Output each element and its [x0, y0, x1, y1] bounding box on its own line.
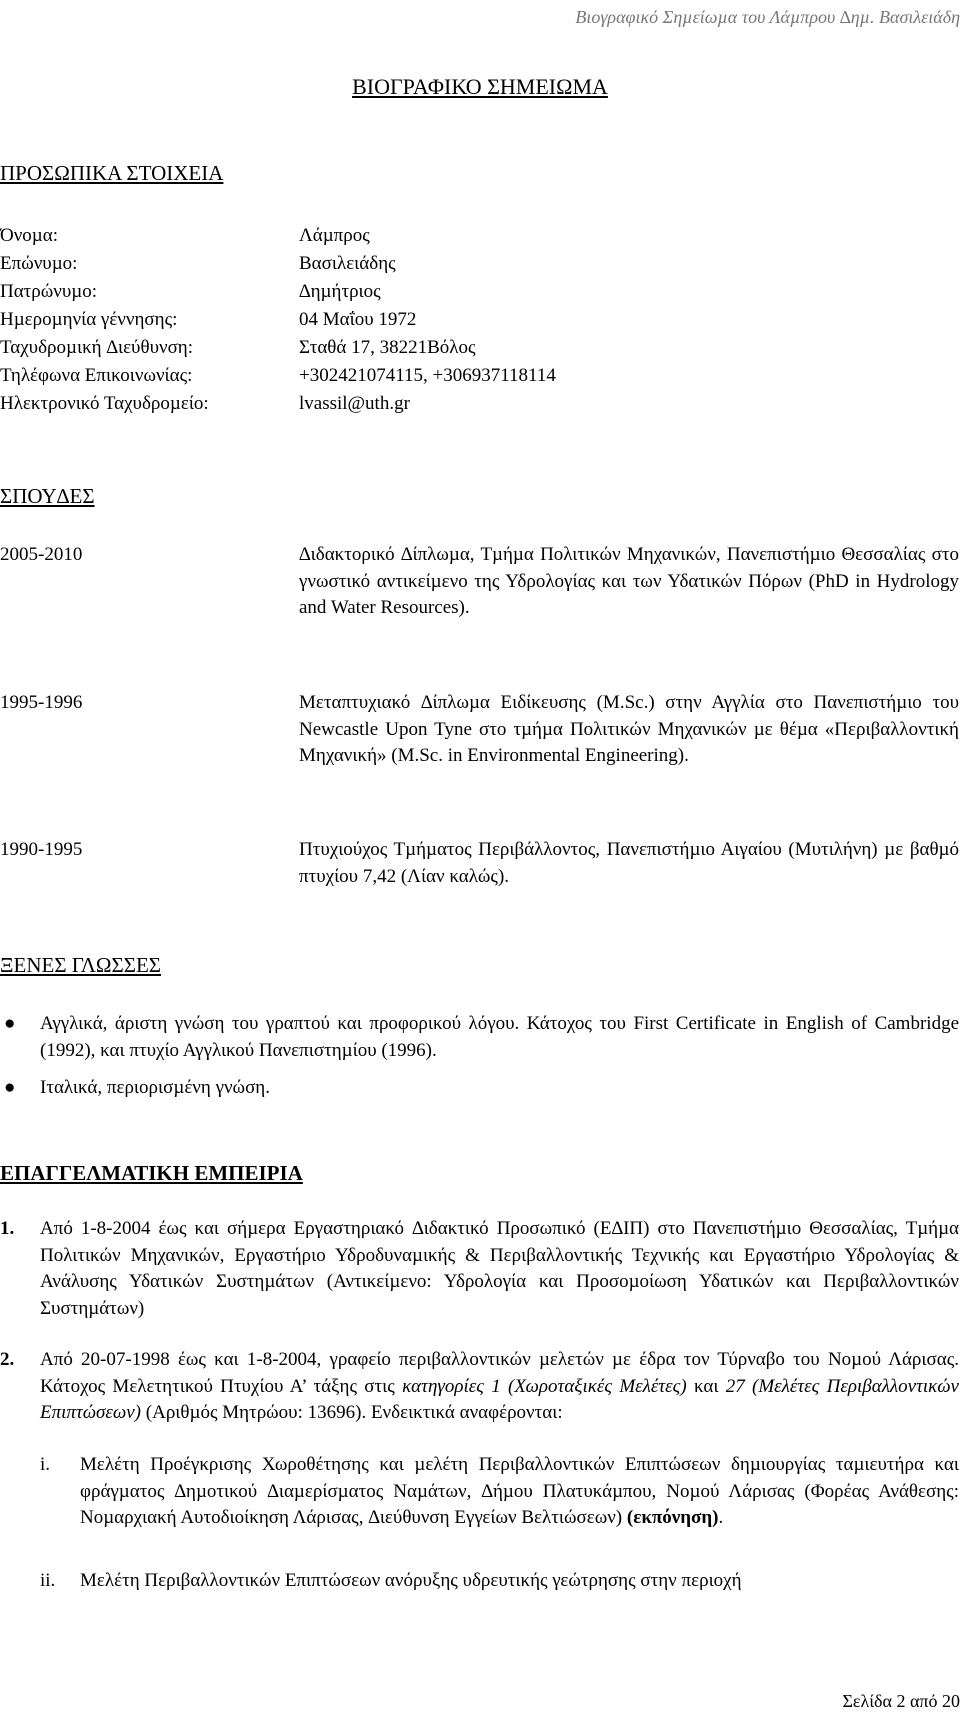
language-text: Ιταλικά, περιορισµένη γνώση. [40, 1077, 270, 1098]
experience-italic-part: 27 (Μελέτες Περιβαλλοντικών Επιπτώσεων) [40, 1375, 959, 1423]
info-label: Επώνυµο: [0, 253, 78, 274]
info-label: Πατρώνυµο: [0, 281, 98, 302]
info-label: Ηλεκτρονικό Ταχυδροµείο: [0, 393, 209, 414]
experience-text-part: και [686, 1375, 726, 1397]
study-years: 2005-2010 [0, 544, 83, 565]
info-label: Ταχυδροµική ∆ιεύθυνση: [0, 337, 194, 358]
subitem-text-part: Μελέτη Προέγκρισης Χωροθέτησης και µελέτη Περιβαλλοντικών Επιπτώσεων δηµιουργίας ταµιευτήρα και φράγµατος ∆ηµοτικού ∆ιαµερίσµατος Ναµάτων, ∆ήµου Πλατυκάµπου, Νοµού Λάρισας (Φορέας Ανάθεσης: Νοµαρχιακή Αυτοδιοίκηση Λάρισας, ∆ιεύθυνση Εγγείων Βελτιώσεων) [80, 1454, 959, 1528]
info-row-father-name [0, 279, 960, 306]
experience-number: 2. [0, 1349, 15, 1370]
study-description: Μεταπτυχιακό ∆ίπλωµα Ειδίκευσης (M.Sc.) στην Αγγλία στο Πανεπιστήµιο του Newcastle Upon Tyne στο τµήµα Πολιτικών Μηχανικών µε θέµα «Περιβαλλοντική Μηχανική» (M.Sc. in Environmental Engineering). [299, 692, 959, 766]
studies-heading: ΣΠΟΥ∆ΕΣ [0, 484, 95, 508]
info-value: Βασιλειάδης [299, 253, 396, 274]
email-link[interactable]: lvassil@uth.gr [299, 393, 410, 414]
info-label: Ηµεροµηνία γέννησης: [0, 309, 178, 330]
info-label: Τηλέφωνα Επικοινωνίας: [0, 365, 193, 386]
experience-heading: ΕΠΑΓΓΕΛΜΑΤΙΚΗ ΕΜΠΕΙΡΙΑ [0, 1161, 303, 1185]
languages-heading: ΞΕΝΕΣ ΓΛΩΣΣΕΣ [0, 953, 162, 977]
language-text: Αγγλικά, άριστη γνώση του γραπτού και προφορικού λόγου. Κάτοχος του First Certificate in English of Cambridge (1992), και πτυχίο Αγγλικού Πανεπιστηµίου (1996). [40, 1013, 959, 1061]
page-number: Σελίδα 2 από 20 [842, 1691, 960, 1711]
bullet-icon: ● [4, 1077, 16, 1098]
subitem-text-part: Μελέτη Περιβαλλοντικών Επιπτώσεων ανόρυξης υδρευτικής γεώτρησης στην περιοχή [80, 1570, 742, 1591]
study-description: Πτυχιούχος Τµήµατος Περιβάλλοντος, Πανεπιστήµιο Αιγαίου (Μυτιλήνη) µε βαθµό πτυχίου 7,42 (Λίαν καλώς). [299, 839, 959, 887]
bullet-icon: ● [4, 1013, 16, 1034]
info-row-address [0, 335, 960, 362]
info-value: Σταθά 17, 38221Βόλος [299, 337, 476, 358]
info-row-phones [0, 363, 960, 390]
info-value: 04 Μαΐου 1972 [299, 309, 417, 330]
study-years: 1995-1996 [0, 692, 83, 713]
document-title: ΒΙΟΓΡΑΦΙΚΟ ΣΗΜΕΙΩΜΑ [352, 74, 608, 99]
experience-italic-part: κατηγορίες 1 (Χωροταξικές Μελέτες) [402, 1375, 687, 1397]
info-value: ∆ηµήτριος [299, 281, 381, 302]
study-description: ∆ιδακτορικό ∆ίπλωµα, Τµήµα Πολιτικών Μηχανικών, Πανεπιστήµιο Θεσσαλίας στο γνωστικό αντικείµενο της Υδρολογίας και των Υδατικών Πόρων (PhD in Hydrology and Water Resources). [299, 544, 959, 618]
info-value: Λάµπρος [299, 225, 370, 246]
subitem-numeral: ii. [40, 1570, 56, 1591]
info-value: +302421074115, +306937118114 [299, 365, 556, 386]
experience-text-part: Από 20-07-1998 έως και 1-8-2004, γραφείο περιβαλλοντικών µελετών µε έδρα τον Τύρναβο του Νοµού Λάρισας. Κάτοχος Μελετητικού Πτυχίου Α’ τάξης στις [40, 1349, 959, 1397]
subitem-text [80, 1452, 959, 1532]
info-label: Όνοµα: [0, 225, 58, 246]
info-row-surname [0, 251, 960, 278]
info-row-first-name [0, 223, 960, 250]
experience-number: 1. [0, 1218, 15, 1239]
subitem-bold-part: (εκπόνηση) [626, 1507, 719, 1528]
page-header: Βιογραφικό Σηµείωµα του Λάµπρου ∆ηµ. Βασιλειάδη [575, 7, 960, 27]
subitem-tail: . [718, 1507, 724, 1528]
experience-text [40, 1347, 959, 1427]
info-row-birth-date [0, 307, 960, 334]
experience-text: Από 1-8-2004 έως και σήµερα Εργαστηριακό ∆ιδακτικό Προσωπικό (Ε∆ΙΠ) στο Πανεπιστήµιο Θεσσαλίας, Τµήµα Πολιτικών Μηχανικών, Εργαστήριο Υδροδυναµικής & Περιβαλλοντικής Τεχνικής και Εργαστήριο Υδρολογίας & Ανάλυσης Υδατικών Συστηµάτων (Αντικείµενο: Υδρολογία και Προσοµοίωση Υδατικών και Περιβαλλοντικών Συστηµάτων) [40, 1218, 959, 1319]
subitem-text [80, 1568, 959, 1595]
study-years: 1990-1995 [0, 839, 83, 860]
info-row-email [0, 391, 960, 418]
subitem-numeral: i. [40, 1454, 51, 1475]
personal-info-heading: ΠΡΟΣΩΠΙΚΑ ΣΤΟΙΧΕΙΑ [0, 161, 224, 185]
experience-text-part: (Αριθµός Μητρώου: 13696). Ενδεικτικά αναφέρονται: [141, 1402, 563, 1423]
